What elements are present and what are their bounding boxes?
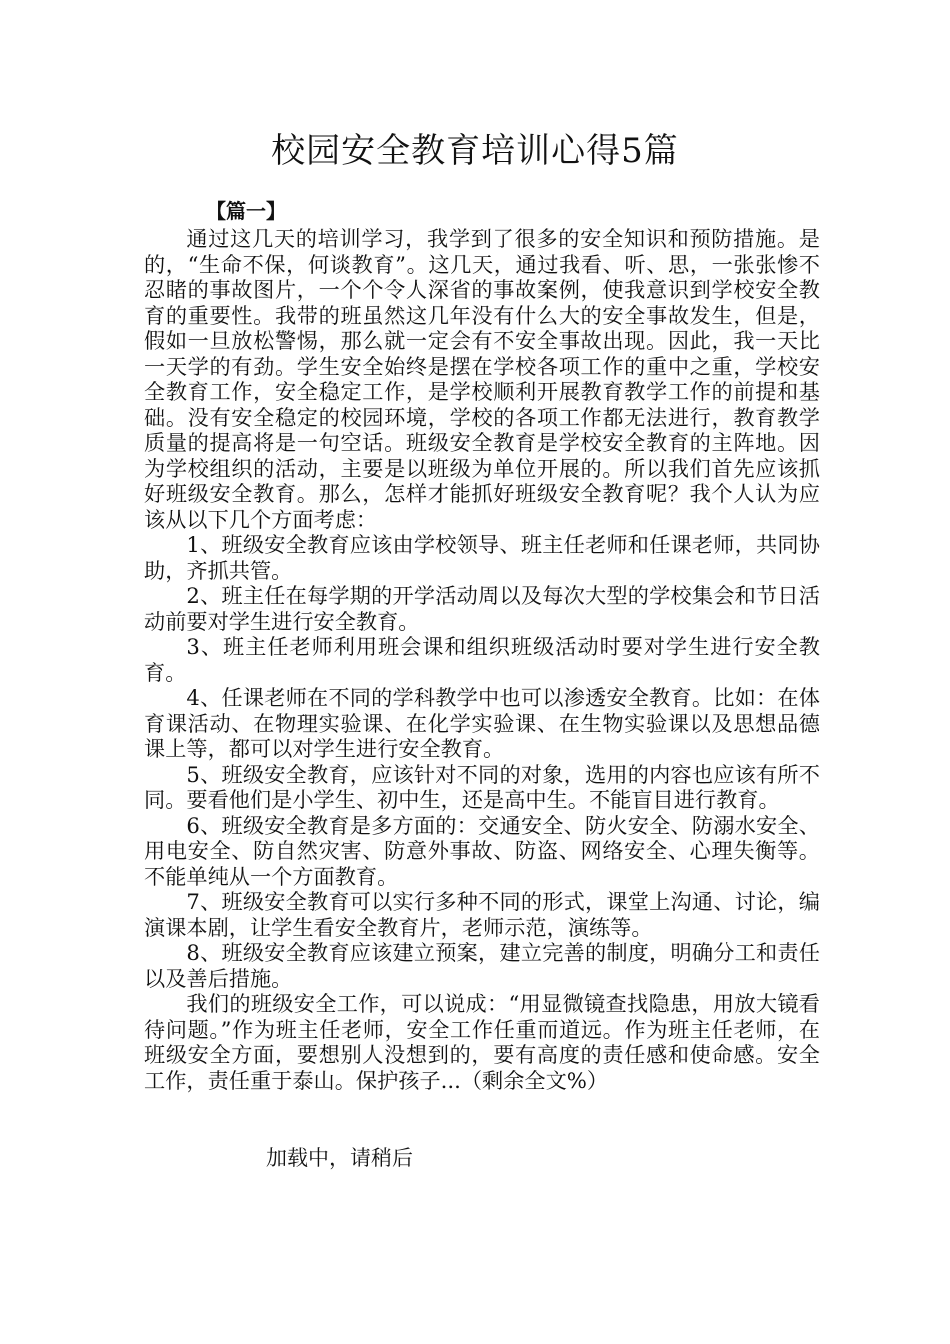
document-title: 校园安全教育培训心得5篇	[271, 131, 679, 171]
document-body	[144, 226, 820, 1093]
list-item-2: 2、班主任在每学期的开学活动周以及每次大型的学校集会和节日活动前要对学生进行安全教育。	[144, 583, 820, 634]
list-item-8: 8、班级安全教育应该建立预案，建立完善的制度，明确分工和责任以及善后措施。	[144, 940, 820, 991]
list-item-5: 5、班级安全教育，应该针对不同的对象，选用的内容也应该有所不同。要看他们是小学生、初中生，还是高中生。不能盲目进行教育。	[144, 761, 820, 812]
list-item-3: 3、班主任老师利用班会课和组织班级活动时要对学生进行安全教育。	[144, 634, 820, 685]
list-item-6: 6、班级安全教育是多方面的：交通安全、防火安全、防溺水安全、用电安全、防自然灾害、防意外事故、防盗、网络安全、心理失衡等。不能单纯从一个方面教育。	[144, 812, 820, 889]
paragraph-closing: 我们的班级安全工作，可以说成：“用显微镜查找隐患，用放大镜看待问题。”作为班主任老师，安全工作任重而道远。作为班主任老师，在班级安全方面，要想别人没想到的，要有高度的责任感和使命感。安全工作，责任重于泰山。保护孩子...（剩余全文%）	[144, 991, 820, 1093]
section-heading: 【篇一】	[206, 199, 286, 223]
list-item-1: 1、班级安全教育应该由学校领导、班主任老师和任课老师，共同协助，齐抓共管。	[144, 532, 820, 583]
list-item-7: 7、班级安全教育可以实行多种不同的形式，课堂上沟通、讨论，编演课本剧，让学生看安全教育片，老师示范，演练等。	[144, 889, 820, 940]
paragraph-intro: 通过这几天的培训学习，我学到了很多的安全知识和预防措施。是的，“生命不保，何谈教育”。这几天，通过我看、听、思，一张张惨不忍睹的事故图片，一个个令人深省的事故案例，使我意识到学校安全教育的重要性。我带的班虽然这几年没有什么大的安全事故发生，但是，假如一旦放松警惕，那么就一定会有不安全事故出现。因此，我一天比一天学的有劲。学生安全始终是摆在学校各项工作的重中之重，学校安全教育工作，安全稳定工作，是学校顺利开展教育教学工作的前提和基础。没有安全稳定的校园环境，学校的各项工作都无法进行，教育教学质量的提高将是一句空话。班级安全教育是学校安全教育的主阵地。因为学校组织的活动，主要是以班级为单位开展的。所以我们首先应该抓好班级安全教育。那么，怎样才能抓好班级安全教育呢？我个人认为应该从以下几个方面考虑：	[144, 226, 820, 532]
loading-status: 加载中，请稍后	[266, 1146, 413, 1170]
list-item-4: 4、任课老师在不同的学科教学中也可以渗透安全教育。比如：在体育课活动、在物理实验课、在化学实验课、在生物实验课以及思想品德课上等，都可以对学生进行安全教育。	[144, 685, 820, 761]
